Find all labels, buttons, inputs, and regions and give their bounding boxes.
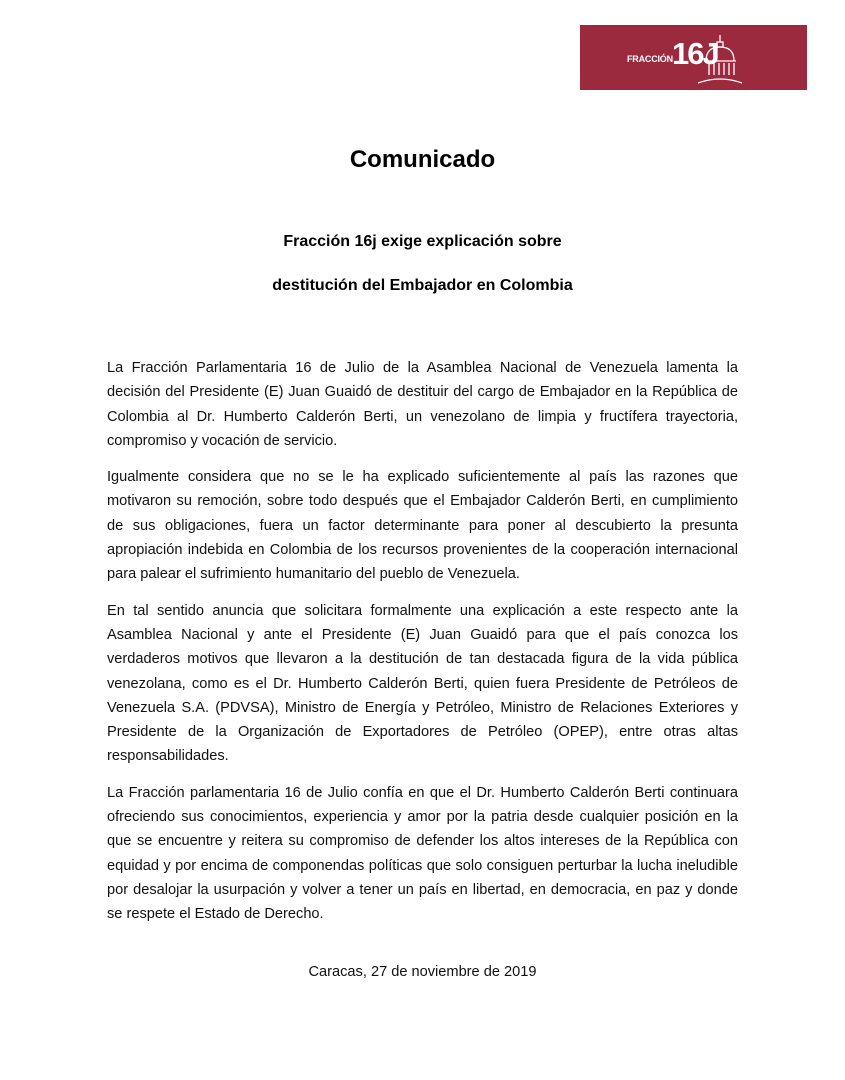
logo-text: FRACCIÓN [627, 54, 673, 64]
fraccion-16j-logo [580, 25, 807, 90]
document-body [107, 356, 738, 939]
closing-place-date: Caracas, 27 de noviembre de 2019 [308, 964, 537, 980]
paragraph-4: La Fracción parlamentaria 16 de Julio confía en que el Dr. Humberto Calderón Berti continuara ofreciendo sus conocimientos, experiencia y amor por la patria desde cualquier posición en la que se encuentre y reitera su compromiso de defender los altos intereses de la República con equidad y por encima de componendas políticas que solo consiguen perturbar la lucha ineludible por desalojar la usurpación y volver a tener un país en libertad, en democracia, en paz y donde se respete el Estado de Derecho. [107, 784, 738, 923]
subtitle-line-1: Fracción 16j exige explicación sobre [283, 233, 562, 250]
paragraph-3: En tal sentido anuncia que solicitara formalmente una explicación a este respecto ante la Asamblea Nacional y ante el Presidente (E) Juan Guaidó para que el país conozca los verdaderos motivos que llevaron a la destitución de tan destacada figura de la vida pública venezolana, como es el Dr. Humberto Calderón Berti, quien fuera Presidente de Petróleos de Venezuela S.A. (PDVSA), Ministro de Energía y Petróleo, Ministro de Relaciones Exteriores y Presidente de la Organización de Exportadores de Petróleo (OPEP), entre otras altas responsabilidades. [107, 602, 738, 765]
paragraph-1: La Fracción Parlamentaria 16 de Julio de la Asamblea Nacional de Venezuela lamenta la decisión del Presidente (E) Juan Guaidó de destituir del cargo de Embajador en la República de Colombia al Dr. Humberto Calderón Berti, un venezolano de limpia y fructífera trayectoria, compromiso y vocación de servicio. [107, 360, 738, 449]
paragraph-2: Igualmente considera que no se le ha explicado suficientemente al país las razones que motivaron su remoción, sobre todo después que el Embajador Calderón Berti, en cumplimiento de sus obligaciones, fuera un factor determinante para poner al descubierto la presunta apropiación indebida en Colombia de los recursos provenientes de la cooperación internacional para palear el sufrimiento humanitario del pueblo de Venezuela. [107, 469, 738, 583]
subtitle-line-2: destitución del Embajador en Colombia [272, 277, 573, 294]
logo-number: 16J [672, 36, 718, 71]
capitol-dome-icon [696, 33, 744, 87]
document-heading: Comunicado [349, 146, 496, 173]
